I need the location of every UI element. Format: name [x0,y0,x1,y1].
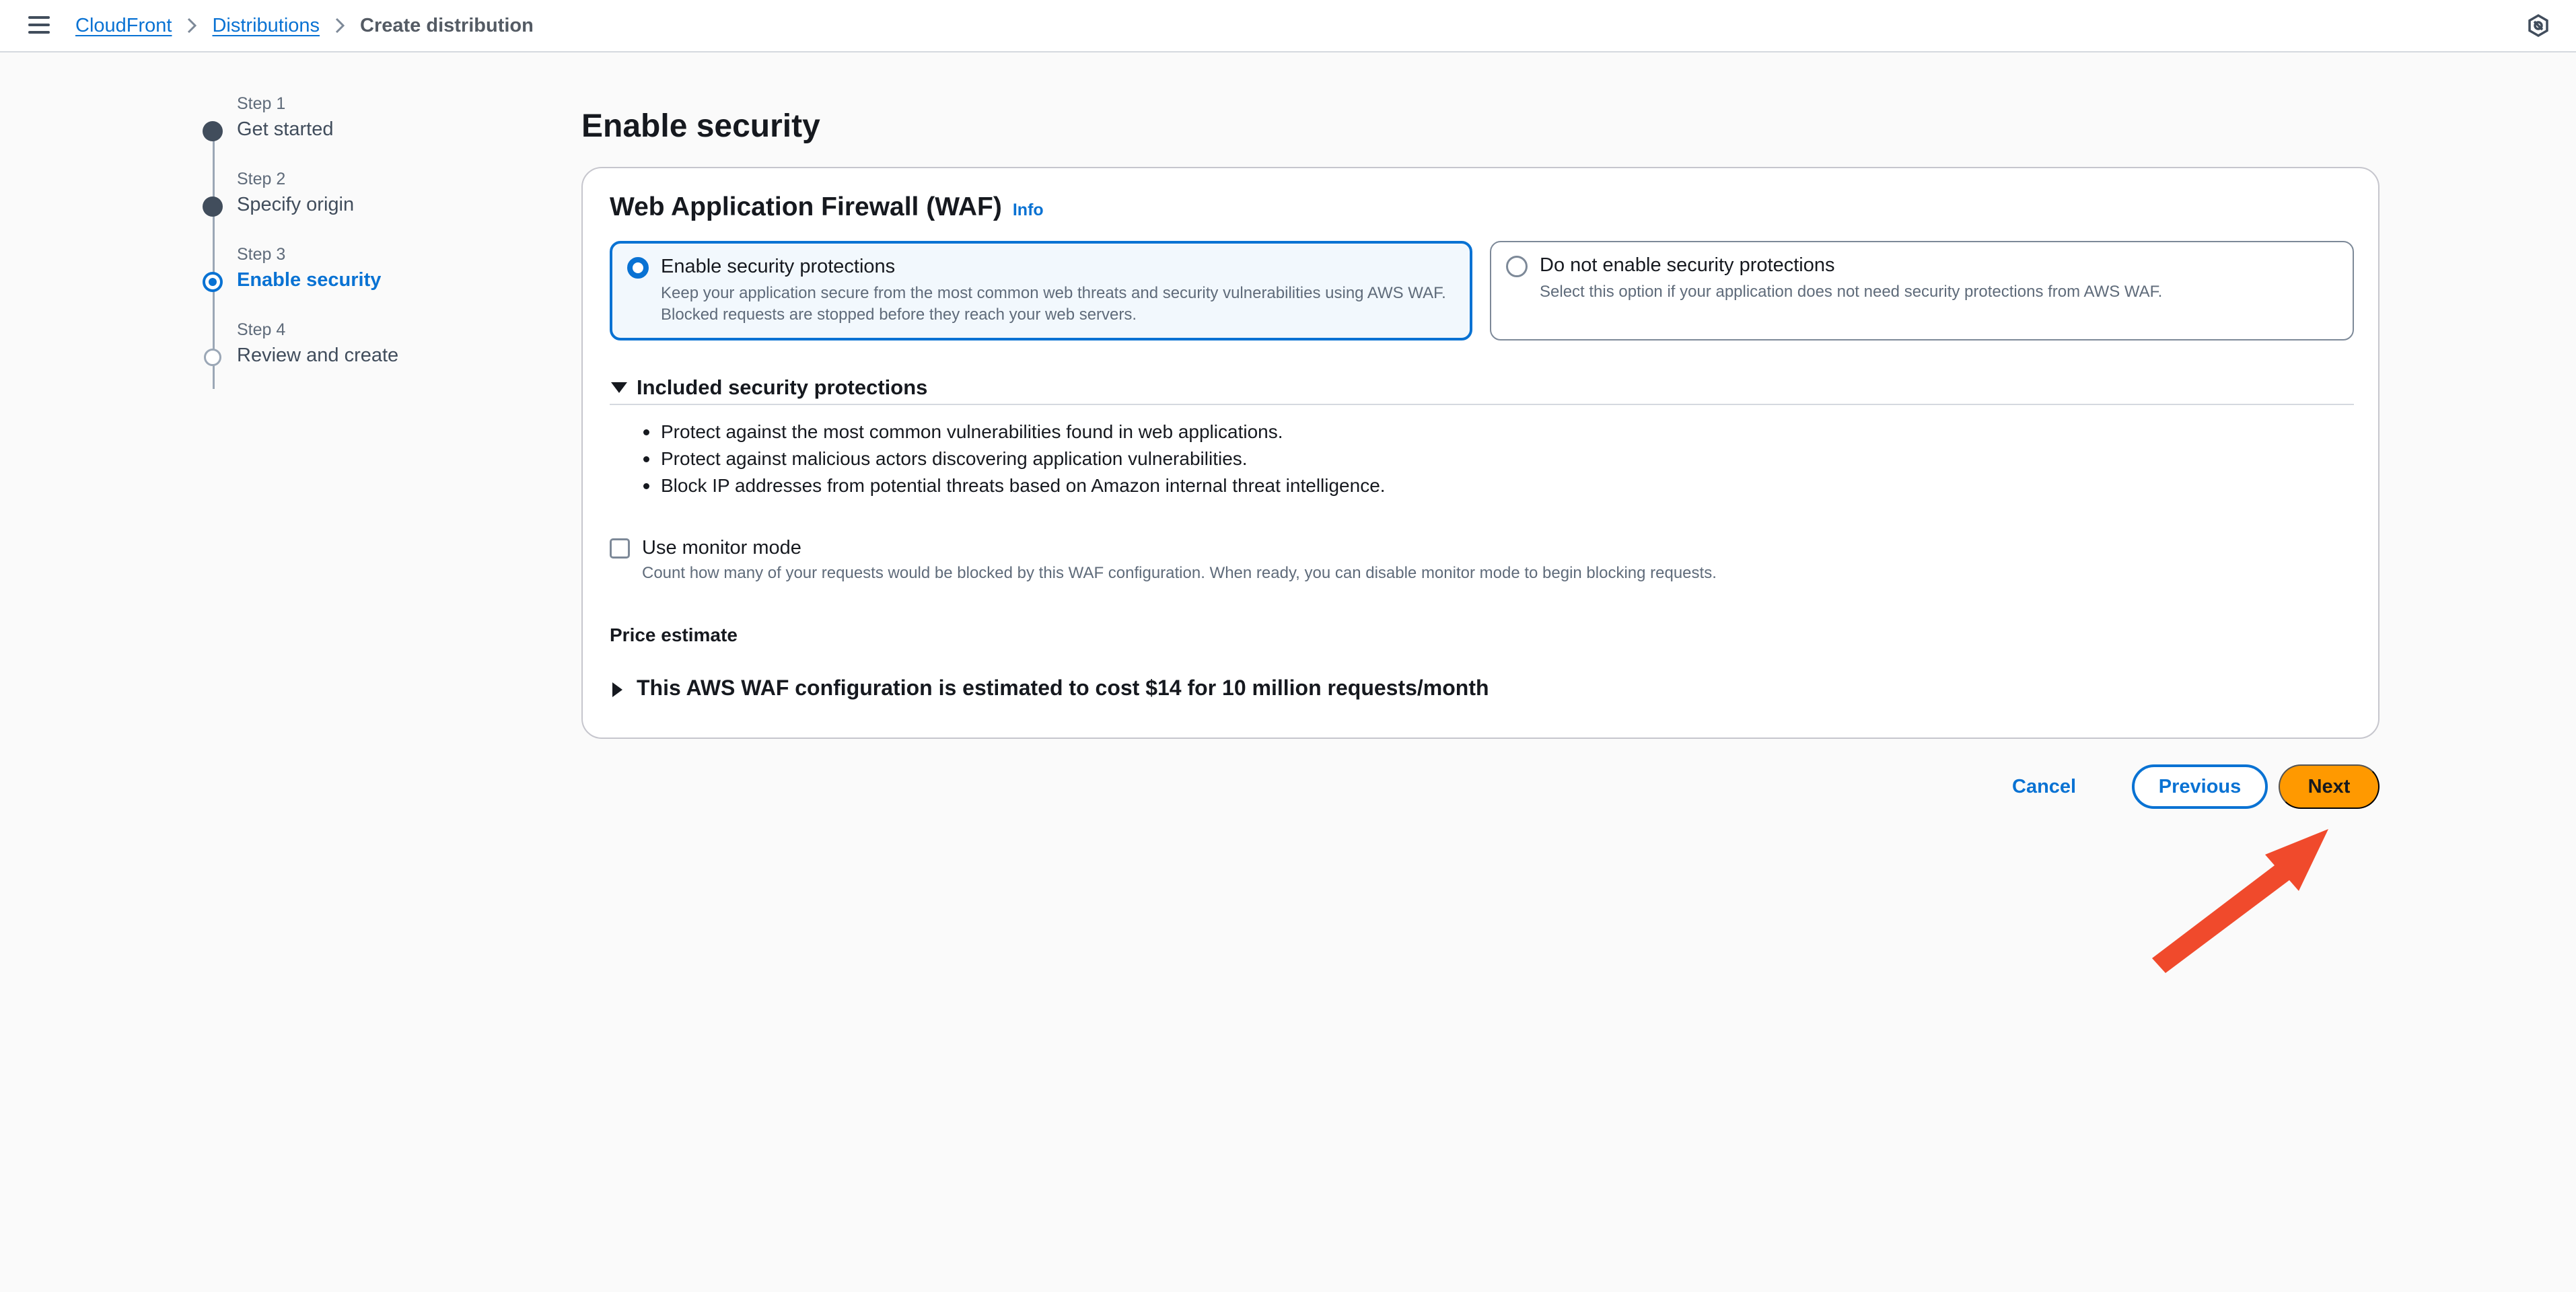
step-number: Step 4 [237,320,286,339]
monitor-mode-label[interactable]: Use monitor mode [642,537,801,559]
caret-down-icon [611,382,627,393]
step-complete-dot-icon [203,196,223,217]
tile-description: Keep your application secure from the most common web threats and security vulnerabilities using AWS WAF. Blocked requests are stopped before they reach your web servers. [661,284,1446,324]
breadcrumb-distributions[interactable]: Distributions [212,14,320,36]
radio-unselected-icon[interactable] [1506,256,1528,277]
waf-container [581,167,2380,739]
menu-icon[interactable] [28,16,50,35]
included-protections-expander[interactable] [610,374,2354,405]
step-current-dot-icon [203,272,223,292]
radio-selected-icon[interactable] [627,257,649,279]
tile-label: Enable security protections [661,256,896,277]
tile-description: Select this option if your application does not need security protections from AWS WAF. [1540,283,2163,301]
monitor-mode-description: Count how many of your requests would be blocked by this WAF configuration. When ready, you can disable monitor mode to begin blocking requests. [642,564,1717,582]
caret-right-icon [612,682,622,697]
list-item: Protect against malicious actors discovering application vulnerabilities. [642,445,1386,472]
step-number: Step 3 [237,245,286,264]
expander-label: Included security protections [637,375,928,399]
list-item: Protect against the most common vulnerabilities found in web applications. [642,419,1386,445]
step-title: Enable security [237,269,382,291]
next-button[interactable]: Next [2279,764,2380,809]
breadcrumb-current: Create distribution [360,14,534,36]
chevron-right-icon [186,17,197,34]
cancel-button[interactable]: Cancel [2012,776,2077,797]
top-navigation-bar [0,0,2576,52]
price-estimate-heading: Price estimate [610,624,738,645]
list-item: Block IP addresses from potential threats based on Amazon internal threat intelligence. [642,472,1386,499]
annotation-arrow-icon [2140,821,2342,982]
breadcrumb-cloudfront[interactable]: CloudFront [75,14,172,36]
step-number: Step 2 [237,170,286,188]
info-link[interactable]: Info [1012,201,1044,219]
step-complete-dot-icon [203,121,223,141]
included-protections-list [642,419,1386,499]
waf-title: Web Application Firewall (WAF) [610,192,1002,221]
settings-hexagon-icon[interactable] [2526,13,2550,38]
waf-header [610,192,1044,222]
enable-security-protections-tile[interactable] [610,241,1472,340]
step-title: Get started [237,118,334,140]
monitor-mode-checkbox[interactable] [610,538,630,559]
breadcrumb [75,0,534,51]
price-estimate-summary: This AWS WAF configuration is estimated to cost $14 for 10 million requests/month [637,676,1489,700]
step-title: Specify origin [237,194,355,215]
step-title: Review and create [237,345,399,366]
previous-button[interactable]: Previous [2132,764,2268,809]
step-number: Step 1 [237,94,286,113]
disable-security-protections-tile[interactable] [1490,241,2354,340]
page-title: Enable security [581,108,820,144]
tile-label: Do not enable security protections [1540,254,1835,276]
chevron-right-icon [334,17,345,34]
step-pending-dot-icon [204,349,221,366]
